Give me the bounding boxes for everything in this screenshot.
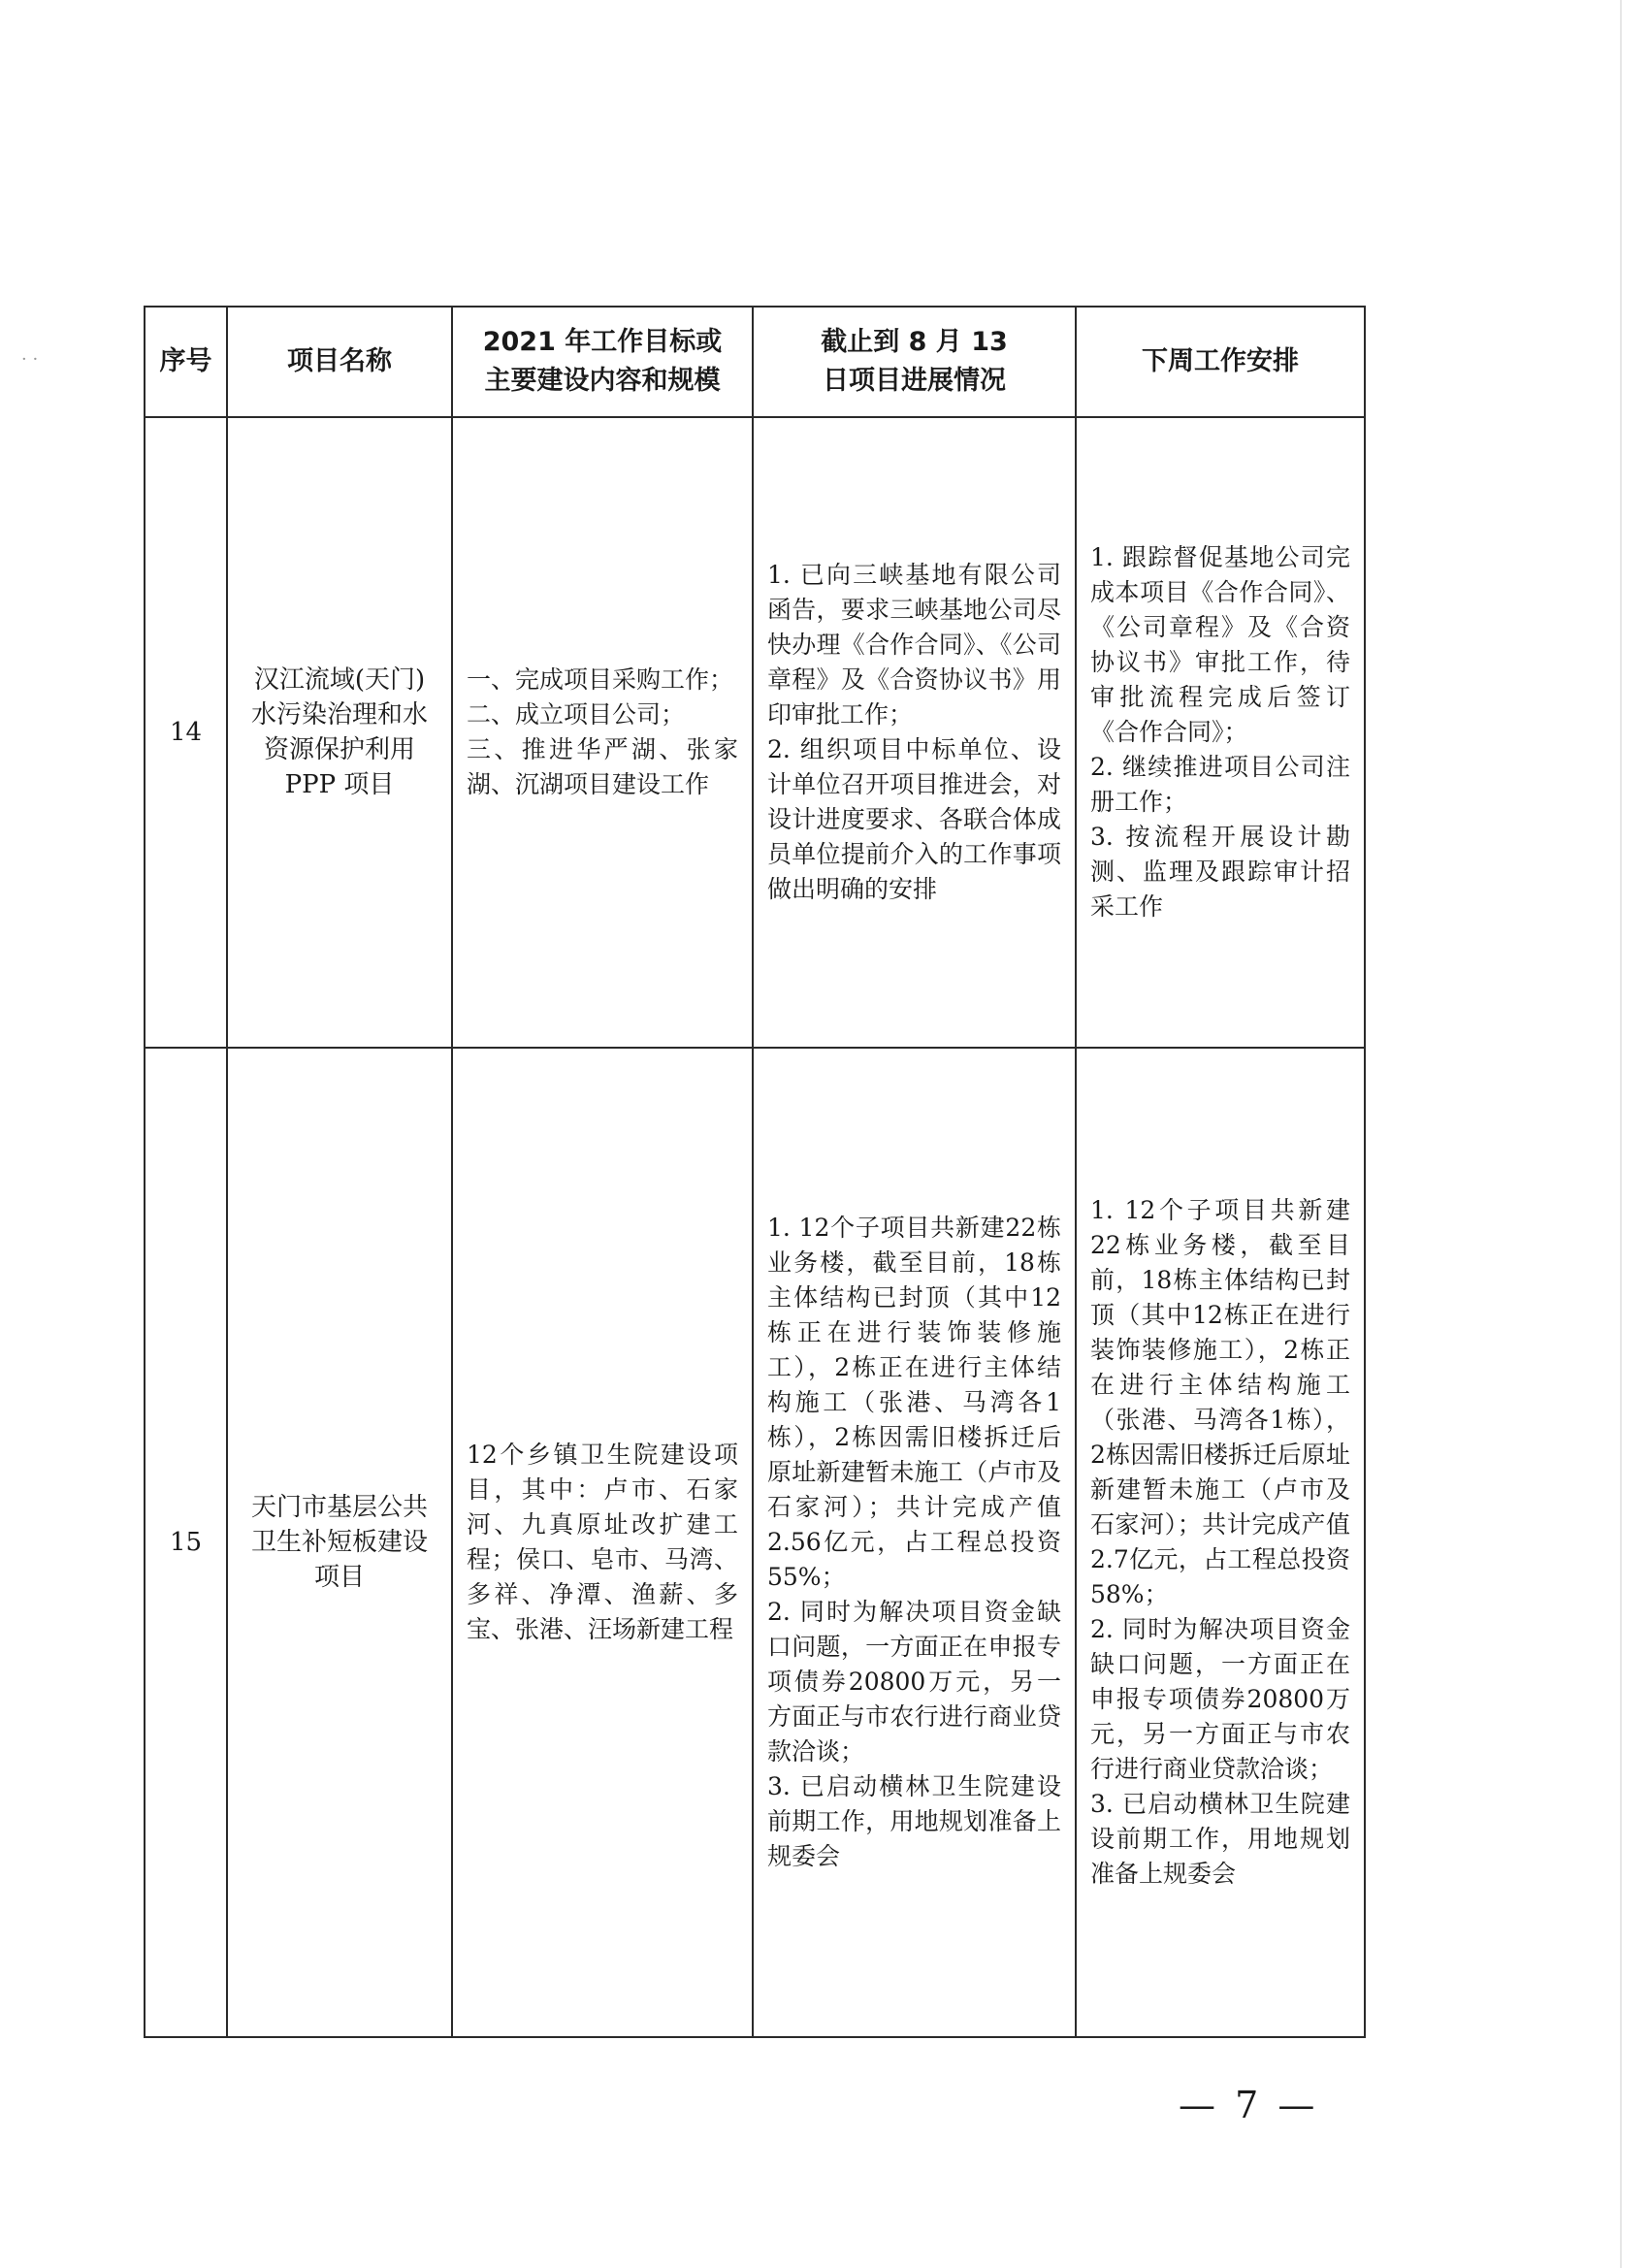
header-name: 项目名称	[227, 307, 452, 417]
next-item: 1. 12个子项目共新建22栋业务楼，截至目前，18栋主体结构已封顶（其中12栋正在进行装饰装修施工），2栋正在进行主体结构施工（张港、马湾各1栋），2栋因需旧楼拆迁后原址新建暂未施工（卢市及石家河）；共计完成产值2.7亿元，占工程总投资58%；	[1090, 1196, 1350, 1608]
row-progress	[753, 417, 1076, 1048]
row-progress	[753, 1048, 1076, 2037]
progress-item: 2. 同时为解决项目资金缺口问题，一方面正在申报专项债券20800万元，另一方面正与市农行进行商业贷款洽谈；	[767, 1598, 1061, 1766]
row-goal	[452, 1048, 753, 2037]
table-row	[145, 417, 1365, 1048]
header-goal	[452, 307, 753, 417]
header-next: 下周工作安排	[1076, 307, 1365, 417]
goal-item: 一、完成项目采购工作；	[467, 665, 734, 694]
project-progress-table	[144, 306, 1366, 2038]
row-next-week	[1076, 417, 1365, 1048]
scan-speck: · ·	[21, 349, 39, 370]
next-item: 3. 按流程开展设计勘测、监理及跟踪审计招采工作	[1090, 823, 1350, 921]
header-index: 序号	[145, 307, 227, 417]
goal-item: 二、成立项目公司；	[467, 700, 686, 729]
progress-item: 2. 组织项目中标单位、设计单位召开项目推进会，对设计进度要求、各联合体成员单位提前介入的工作事项做出明确的安排	[767, 735, 1061, 903]
row-index: 14	[145, 417, 227, 1048]
header-progress	[753, 307, 1076, 417]
row-index: 15	[145, 1048, 227, 2037]
next-item: 2. 同时为解决项目资金缺口问题，一方面正在申报专项债券20800万元，另一方面正与市农行进行商业贷款洽谈；	[1090, 1615, 1350, 1783]
goal-item: 三、推进华严湖、张家湖、沉湖项目建设工作	[467, 735, 738, 798]
row-project-name: 天门市基层公共卫生补短板建设项目	[227, 1048, 452, 2037]
progress-item: 1. 12个子项目共新建22栋业务楼，截至目前，18栋主体结构已封顶（其中12栋正在进行装饰装修施工），2栋正在进行主体结构施工（张港、马湾各1栋），2栋因需旧楼拆迁后原址新建暂未施工（卢市及石家河）；共计完成产值2.56亿元，占工程总投资55%；	[767, 1214, 1061, 1591]
header-progress-text: 截止到 8 月 13 日项目进展情况	[821, 327, 1008, 396]
row-project-name: 汉江流域(天门)水污染治理和水资源保护利用PPP 项目	[227, 417, 452, 1048]
next-item: 2. 继续推进项目公司注册工作；	[1090, 753, 1350, 816]
page-number: — 7 —	[1179, 2084, 1319, 2126]
table-header-row	[145, 307, 1365, 417]
row-next-week	[1076, 1048, 1365, 2037]
next-item: 3. 已启动横林卫生院建设前期工作，用地规划准备上规委会	[1090, 1790, 1350, 1888]
progress-item: 1. 已向三峡基地有限公司函告，要求三峡基地公司尽快办理《合作合同》、《公司章程》及《合资协议书》用印审批工作；	[767, 561, 1061, 729]
goal-item: 12个乡镇卫生院建设项目，其中：卢市、石家河、九真原址改扩建工程；侯口、皂市、马湾、多祥、净潭、渔薪、多宝、张港、汪场新建工程	[467, 1441, 738, 1643]
progress-item: 3. 已启动横林卫生院建设前期工作，用地规划准备上规委会	[767, 1772, 1061, 1870]
next-item: 1. 跟踪督促基地公司完成本项目《合作合同》、《公司章程》及《合资协议书》审批工作，待审批流程完成后签订《合作合同》；	[1090, 543, 1350, 746]
table-row	[145, 1048, 1365, 2037]
row-goal	[452, 417, 753, 1048]
header-goal-text: 2021 年工作目标或主要建设内容和规模	[482, 327, 723, 396]
scan-edge-line	[1620, 0, 1622, 2268]
